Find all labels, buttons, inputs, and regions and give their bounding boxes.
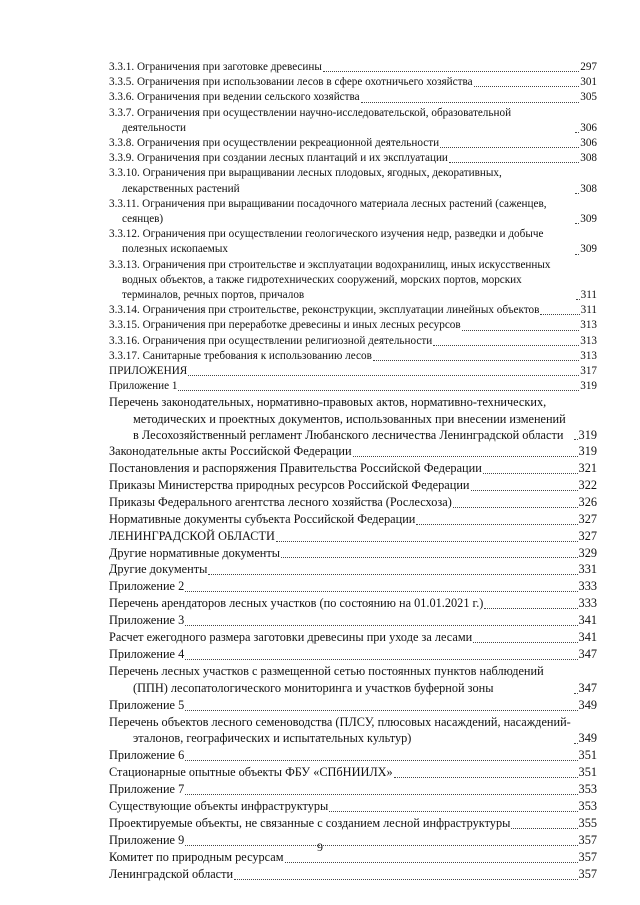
toc-entry-label: 3.3.10. Ограничения при выращивании лесных плодовых, ягодных, декоративных, лекарственных растений (109, 167, 502, 195)
dot-leader (185, 709, 577, 711)
dot-leader (575, 131, 579, 133)
toc-entry-page: 322 (578, 477, 597, 492)
toc-entry-label: 3.3.12. Ограничения при осуществлении геологического изучения недр, разведки и добыче полезных ископаемых (109, 228, 544, 256)
toc-entry-page: 357 (578, 866, 597, 881)
dot-leader (416, 523, 577, 525)
toc-entry[interactable] (109, 545, 597, 562)
toc-entry[interactable] (109, 166, 597, 196)
toc-entry-page: 309 (580, 243, 597, 256)
toc-entry-label: ПРИЛОЖЕНИЯ (109, 365, 188, 378)
toc-entry[interactable] (109, 394, 597, 443)
toc-entry[interactable] (109, 443, 597, 460)
toc-entry-label: 3.3.11. Ограничения при выращивании посадочного материала лесных растений (саженцев, сеянцев) (109, 197, 547, 226)
toc-entry-label: Приложение 7 (109, 782, 185, 797)
toc-entry-label: Проектируемые объекты, не связанные с созданием лесной инфраструктуры (109, 816, 511, 831)
toc-entry-page: 306 (580, 121, 597, 134)
dot-leader (208, 573, 577, 575)
toc-entry-label: Комитет по природным ресурсам (109, 849, 284, 864)
toc-entry-page: 329 (578, 545, 597, 560)
toc-entry[interactable] (109, 578, 597, 595)
toc-entry-label: Приложение 5 (109, 697, 185, 712)
toc-entry-label: 3.3.8. Ограничения при осуществлении рекреационной деятельности (109, 137, 440, 150)
toc-entry-page: 308 (580, 152, 597, 165)
toc-entry-page: 301 (580, 76, 597, 89)
toc-entry-label: 3.3.7. Ограничения при осуществлении научно-исследовательской, образовательной деятельности (109, 106, 512, 134)
toc-entry[interactable] (109, 697, 597, 714)
dot-leader (471, 489, 578, 491)
page-number: 9 (317, 840, 323, 854)
toc-entry[interactable] (109, 663, 597, 697)
toc-entry-page: 319 (580, 380, 597, 393)
toc-entry-page: 305 (580, 91, 597, 104)
toc-entry-label: Нормативные документы субъекта Российской Федерации (109, 511, 416, 526)
toc-entry-label: Приложение 4 (109, 646, 185, 661)
toc-entry[interactable] (109, 477, 597, 494)
toc-entry[interactable] (109, 349, 597, 364)
toc-entry-page: 351 (578, 748, 597, 763)
toc-entry-page: 357 (578, 849, 597, 864)
dot-leader (474, 85, 580, 87)
toc-entry[interactable] (109, 866, 597, 883)
toc-entry[interactable] (109, 227, 597, 257)
dot-leader (574, 438, 578, 440)
toc-entry-page: 297 (580, 61, 597, 73)
dot-leader (188, 374, 579, 376)
toc-entry-label: Приложение 2 (109, 579, 185, 594)
toc-entry[interactable] (109, 106, 597, 136)
toc-entry[interactable] (109, 511, 597, 528)
toc-entry-label: Перечень объектов лесного семеноводства (ПЛСУ, плюсовых насаждений, насаждений-эталонов, географических и испытательных культур) (109, 714, 571, 746)
toc-entry-page: 313 (580, 334, 597, 347)
toc-entry[interactable] (109, 781, 597, 798)
toc-entry-page: 349 (578, 731, 597, 746)
toc-entry[interactable] (109, 798, 597, 815)
toc-entry-page: 357 (578, 832, 597, 847)
dot-leader (185, 590, 577, 592)
toc-entry-label: Приложение 6 (109, 748, 185, 763)
dot-leader (540, 313, 579, 315)
toc-entry-page: 326 (578, 494, 597, 509)
toc-entry-label: Законодательные акты Российской Федерации (109, 444, 352, 459)
toc-entry[interactable] (109, 747, 597, 764)
toc-entry-page: 319 (578, 427, 597, 442)
dot-leader (575, 253, 579, 255)
toc-entry-label: Приложение 9 (109, 832, 185, 847)
dot-leader (462, 329, 580, 331)
dot-leader (185, 658, 577, 660)
toc-entry[interactable] (109, 612, 597, 629)
dot-leader (394, 776, 578, 778)
toc-entry-page: 333 (578, 596, 597, 611)
toc-entry-page: 355 (578, 816, 597, 831)
toc-entry[interactable] (109, 258, 597, 304)
toc-entry-page: 319 (578, 444, 597, 459)
dot-leader (185, 759, 577, 761)
toc-entry-label: 3.3.14. Ограничения при строительстве, реконструкции, эксплуатации линейных объектов (109, 304, 540, 317)
toc-entry[interactable] (109, 75, 597, 90)
toc-entry-label: 3.3.16. Ограничения при осуществлении религиозной деятельности (109, 334, 433, 347)
dot-leader (361, 101, 580, 103)
toc-entry-page: 341 (578, 613, 597, 628)
toc-entry-label: Стационарные опытные объекты ФБУ «СПбНИИЛХ» (109, 765, 393, 780)
toc-entry-label: 3.3.13. Ограничения при строительстве и эксплуатации водохранилищ, иных искусственных водных объектов, а также гидротехнических сооружений, морских портов, морских терминалов, речных портов, причалов (109, 258, 551, 302)
dot-leader (575, 222, 579, 224)
toc-entry[interactable] (109, 595, 597, 612)
dot-leader (185, 793, 577, 795)
toc-entry[interactable] (109, 151, 597, 166)
toc-entry-label: Приказы Федерального агентства лесного хозяйства (Рослесхоза) (109, 494, 452, 509)
toc-entry-page: 321 (578, 460, 597, 475)
toc-entry-page: 351 (578, 765, 597, 780)
toc-entry-label: 3.3.17. Санитарные требования к использованию лесов (109, 349, 372, 362)
toc-entry[interactable] (109, 303, 597, 318)
toc-entry-label: 3.3.15. Ограничения при переработке древесины и иных лесных ресурсов (109, 319, 461, 332)
toc-entry-page: 313 (580, 349, 597, 362)
toc-entry[interactable] (109, 197, 597, 227)
toc-entry-label: Существующие объекты инфраструктуры (109, 799, 329, 814)
dot-leader (576, 298, 580, 300)
toc-entry-page: 309 (580, 213, 597, 226)
toc-entry-label: 3.3.5. Ограничения при использовании лесов в сфере охотничьего хозяйства (109, 76, 473, 89)
dot-leader (281, 556, 578, 558)
toc-entry-page: 333 (578, 579, 597, 594)
toc-entry[interactable] (109, 90, 597, 105)
toc-entry-label: Приложение 3 (109, 613, 185, 628)
toc-entry[interactable] (109, 561, 597, 578)
toc-entry[interactable] (109, 629, 597, 646)
toc-entry-page: 311 (580, 304, 597, 317)
dot-leader (234, 878, 577, 880)
dot-leader (440, 146, 579, 148)
dot-leader (373, 359, 579, 361)
toc-entry-page: 327 (578, 511, 597, 526)
dot-leader (285, 861, 578, 863)
toc-entry-page: 341 (578, 630, 597, 645)
dot-leader (185, 624, 577, 626)
toc-entry-page: 317 (580, 365, 597, 378)
dot-leader (178, 389, 579, 391)
dot-leader (473, 641, 577, 643)
toc-entry-label: Ленинградской области (109, 866, 234, 881)
toc-entry-page: 349 (578, 697, 597, 712)
toc-entry[interactable] (109, 364, 597, 379)
dot-leader (575, 192, 579, 194)
toc-entry-page: 353 (578, 799, 597, 814)
dot-leader (453, 506, 578, 508)
toc-entry-label: Приказы Министерства природных ресурсов Российской Федерации (109, 477, 470, 492)
dot-leader (433, 344, 579, 346)
toc-entry-label: Постановления и распоряжения Правительства Российской Федерации (109, 460, 482, 475)
toc-entry-label: Перечень арендаторов лесных участков (по состоянию на 01.01.2021 г.) (109, 596, 484, 611)
dot-leader (483, 472, 578, 474)
toc-entry-page: 308 (580, 182, 597, 195)
toc-entry-label: Другие документы (109, 562, 208, 577)
dot-leader (511, 827, 577, 829)
toc-entry-label: Приложение 1 (109, 380, 178, 393)
dot-leader (329, 810, 577, 812)
toc-entry-label: ЛЕНИНГРАДСКОЙ ОБЛАСТИ (109, 528, 275, 543)
toc-entry-page: 311 (580, 289, 597, 302)
toc-entry[interactable] (109, 318, 597, 333)
toc-entry-label: Перечень лесных участков с размещенной сетью постоянных пунктов наблюдений (ППН) лесопатологического мониторинга и участков буферной зоны (109, 663, 544, 695)
toc-entry[interactable] (109, 528, 597, 545)
toc-entry[interactable] (109, 815, 597, 832)
toc-entry-page: 347 (578, 680, 597, 695)
toc-entry-label: Перечень законодательных, нормативно-правовых актов, нормативно-технических, методических и проектных документов, использованных при внесении изменений в Лесохозяйственный регламент Любанского лесничества Ленинградской области (109, 395, 566, 442)
toc-entry[interactable] (109, 646, 597, 663)
toc-entry-page: 353 (578, 782, 597, 797)
toc-entry-label: 3.3.9. Ограничения при создании лесных плантаций и их эксплуатации (109, 152, 448, 165)
dot-leader (484, 607, 577, 609)
dot-leader (449, 161, 579, 163)
toc-entry[interactable] (109, 764, 597, 781)
toc-entry[interactable] (109, 494, 597, 511)
table-of-contents (109, 60, 597, 883)
dot-leader (323, 70, 579, 72)
dot-leader (574, 742, 578, 744)
toc-entry-label: 3.3.6. Ограничения при ведении сельского хозяйства (109, 91, 360, 104)
toc-entry-page: 327 (578, 528, 597, 543)
toc-entry-label: 3.3.1. Ограничения при заготовке древесины (109, 61, 322, 73)
toc-entry[interactable] (109, 60, 597, 75)
toc-entry[interactable] (109, 136, 597, 151)
toc-entry-page: 347 (578, 646, 597, 661)
toc-entry[interactable] (109, 379, 597, 394)
dot-leader (353, 455, 578, 457)
toc-entry-label: Расчет ежегодного размера заготовки древесины при уходе за лесами (109, 630, 473, 645)
dot-leader (276, 540, 578, 542)
toc-entry-page: 306 (580, 137, 597, 150)
toc-entry[interactable] (109, 334, 597, 349)
toc-entry-label: Другие нормативные документы (109, 545, 280, 560)
dot-leader (574, 692, 578, 694)
toc-entry-page: 313 (580, 319, 597, 332)
toc-entry[interactable] (109, 714, 597, 748)
toc-entry-page: 331 (578, 562, 597, 577)
toc-entry[interactable] (109, 460, 597, 477)
